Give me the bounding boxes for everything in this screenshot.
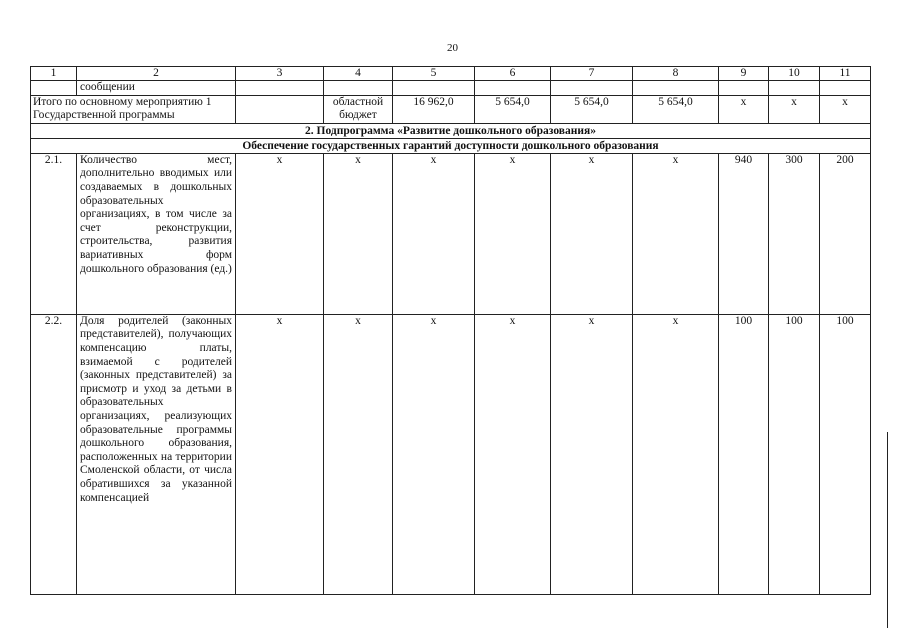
section-row (31, 123, 871, 138)
cell-value: 200 (820, 153, 871, 314)
cell-value: х (475, 153, 551, 314)
row-number: 2.2. (31, 314, 77, 594)
column-header: 4 (324, 67, 393, 81)
scan-edge-line (887, 432, 888, 628)
total-value: 5 654,0 (475, 95, 551, 123)
cell-value: х (324, 314, 393, 594)
section-title: 2. Подпрограмма «Развитие дошкольного образования» (31, 123, 871, 138)
cell-value: 100 (820, 314, 871, 594)
column-header: 8 (633, 67, 719, 81)
cell-value: х (236, 153, 324, 314)
cell-value: х (475, 314, 551, 594)
continuation-text: сообщении (77, 81, 236, 96)
continuation-row (31, 81, 871, 96)
total-value: 5 654,0 (633, 95, 719, 123)
column-header: 11 (820, 67, 871, 81)
indicators-table (30, 66, 871, 595)
column-header: 1 (31, 67, 77, 81)
column-header: 5 (393, 67, 475, 81)
column-header: 2 (77, 67, 236, 81)
cell-value: х (633, 153, 719, 314)
cell-value: 300 (769, 153, 820, 314)
total-value: 16 962,0 (393, 95, 475, 123)
cell-value: х (236, 314, 324, 594)
total-value: х (719, 95, 769, 123)
column-header: 9 (719, 67, 769, 81)
total-value: х (820, 95, 871, 123)
column-header: 6 (475, 67, 551, 81)
total-value: 5 654,0 (551, 95, 633, 123)
column-header: 7 (551, 67, 633, 81)
total-label: Итого по основному мероприятию 1 Государственной программы (31, 95, 236, 123)
row-number: 2.1. (31, 153, 77, 314)
cell-value: х (393, 314, 475, 594)
cell-value: х (551, 314, 633, 594)
subsection-row (31, 138, 871, 153)
cell-value: 940 (719, 153, 769, 314)
cell-value: х (393, 153, 475, 314)
column-header: 10 (769, 67, 820, 81)
column-number-row (31, 67, 871, 81)
indicator-text: Доля родителей (законных представителей), получающих компенсацию платы, взимаемой с родителей (законных представителей) за присмотр и уход за детьми в образовательных организациях, реализующих образовательные программы дошкольного образования, расположенных на территории Смоленской области, от числа обратившихся за указанной компенсацией (77, 314, 236, 594)
cell-value: х (551, 153, 633, 314)
cell-value: 100 (769, 314, 820, 594)
total-value: х (769, 95, 820, 123)
table-row (31, 153, 871, 314)
funding-source: областной бюджет (324, 95, 393, 123)
page-number: 20 (447, 42, 458, 54)
total-row (31, 95, 871, 123)
table-row (31, 314, 871, 594)
cell-value: 100 (719, 314, 769, 594)
cell-value: х (324, 153, 393, 314)
indicator-text: Количество мест, дополнительно вводимых или создаваемых в дошкольных образовательных организациях, в том числе за счет реконструкции, строительства, развития вариативных форм дошкольного образования (ед.) (77, 153, 236, 314)
subsection-title: Обеспечение государственных гарантий доступности дошкольного образования (31, 138, 871, 153)
column-header: 3 (236, 67, 324, 81)
cell-value: х (633, 314, 719, 594)
